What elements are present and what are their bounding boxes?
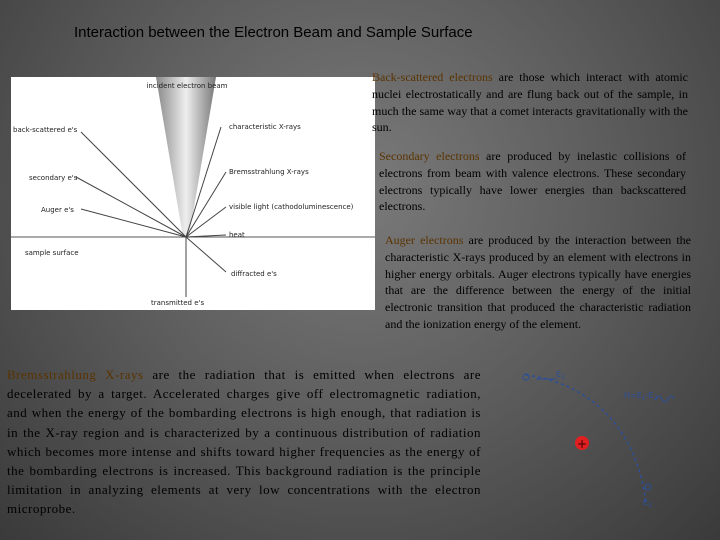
electron-final <box>645 484 651 490</box>
label-diffracted: diffracted e's <box>231 270 277 278</box>
auger-paragraph <box>385 232 691 333</box>
backscattered-text: are those which interact with atomic nuclei electrostatically and are flung back out of the sample, in much the same way that a comet interacts gravitationally with the sun. <box>372 70 688 135</box>
e2-label: $E_2$ <box>643 498 652 509</box>
electron-initial <box>523 374 529 380</box>
charge-symbol: + <box>576 437 588 451</box>
page-title: Interaction between the Electron Beam and Sample Surface <box>74 24 473 41</box>
label-characteristic: characteristic X-rays <box>229 123 301 131</box>
auger-text: are produced by the interaction between the characteristic X-rays produced by an element with electrons in higher energy orbitals. Auger electrons typically have energies that are the difference between the energy of the initial electronic transition that produced the characteristic radiation and the ionization energy of the element. <box>385 233 691 331</box>
bremsstrahlung-text: are the radiation that is emitted when electrons are decelerated by a target. Accelerated charges give off electromagnetic radiation, and when the energy of the bombarding electrons is high enough, that radiation is in the X-ray region and is characterized by a continuous distribution of radiation which becomes more intense and shifts toward higher frequencies as the energy of the bombarding electrons is increased. This background radiation is the principle limitation in analyzing elements at very low concentrations with the electron microprobe. <box>7 367 481 517</box>
photon-label: $H=E_1-E_2$ <box>624 391 658 402</box>
label-auger: Auger e's <box>41 206 74 214</box>
bremsstrahlung-paragraph <box>7 365 481 519</box>
label-secondary: secondary e's <box>29 174 78 182</box>
secondary-paragraph <box>379 148 686 215</box>
label-transmitted: transmitted e's <box>151 299 205 307</box>
secondary-text: are produced by inelastic collisions of electrons from beam with valence electrons. These secondary electrons typically have lower energies than backscattered electrons. <box>379 149 686 214</box>
electron-beam-cone <box>156 77 216 237</box>
backscattered-term: Back-scattered electrons <box>372 70 493 84</box>
label-incident: incident electron beam <box>146 82 228 90</box>
label-heat: heat <box>229 231 245 239</box>
label-backscattered: back-scattered e's <box>13 126 78 134</box>
backscattered-paragraph <box>372 69 688 136</box>
interaction-figure <box>11 77 375 310</box>
secondary-term: Secondary electrons <box>379 149 480 163</box>
label-bremsstrahlung: Bremsstrahlung X-rays <box>229 168 309 176</box>
bremsstrahlung-term: Bremsstrahlung X-rays <box>7 367 144 382</box>
label-visible: visible light (cathodoluminescence) <box>229 203 354 211</box>
auger-term: Auger electrons <box>385 233 464 247</box>
photon-wave <box>656 396 674 402</box>
label-surface: sample surface <box>25 249 79 257</box>
e1-label: $E_1$ <box>556 370 565 381</box>
bremsstrahlung-diagram <box>506 363 706 513</box>
